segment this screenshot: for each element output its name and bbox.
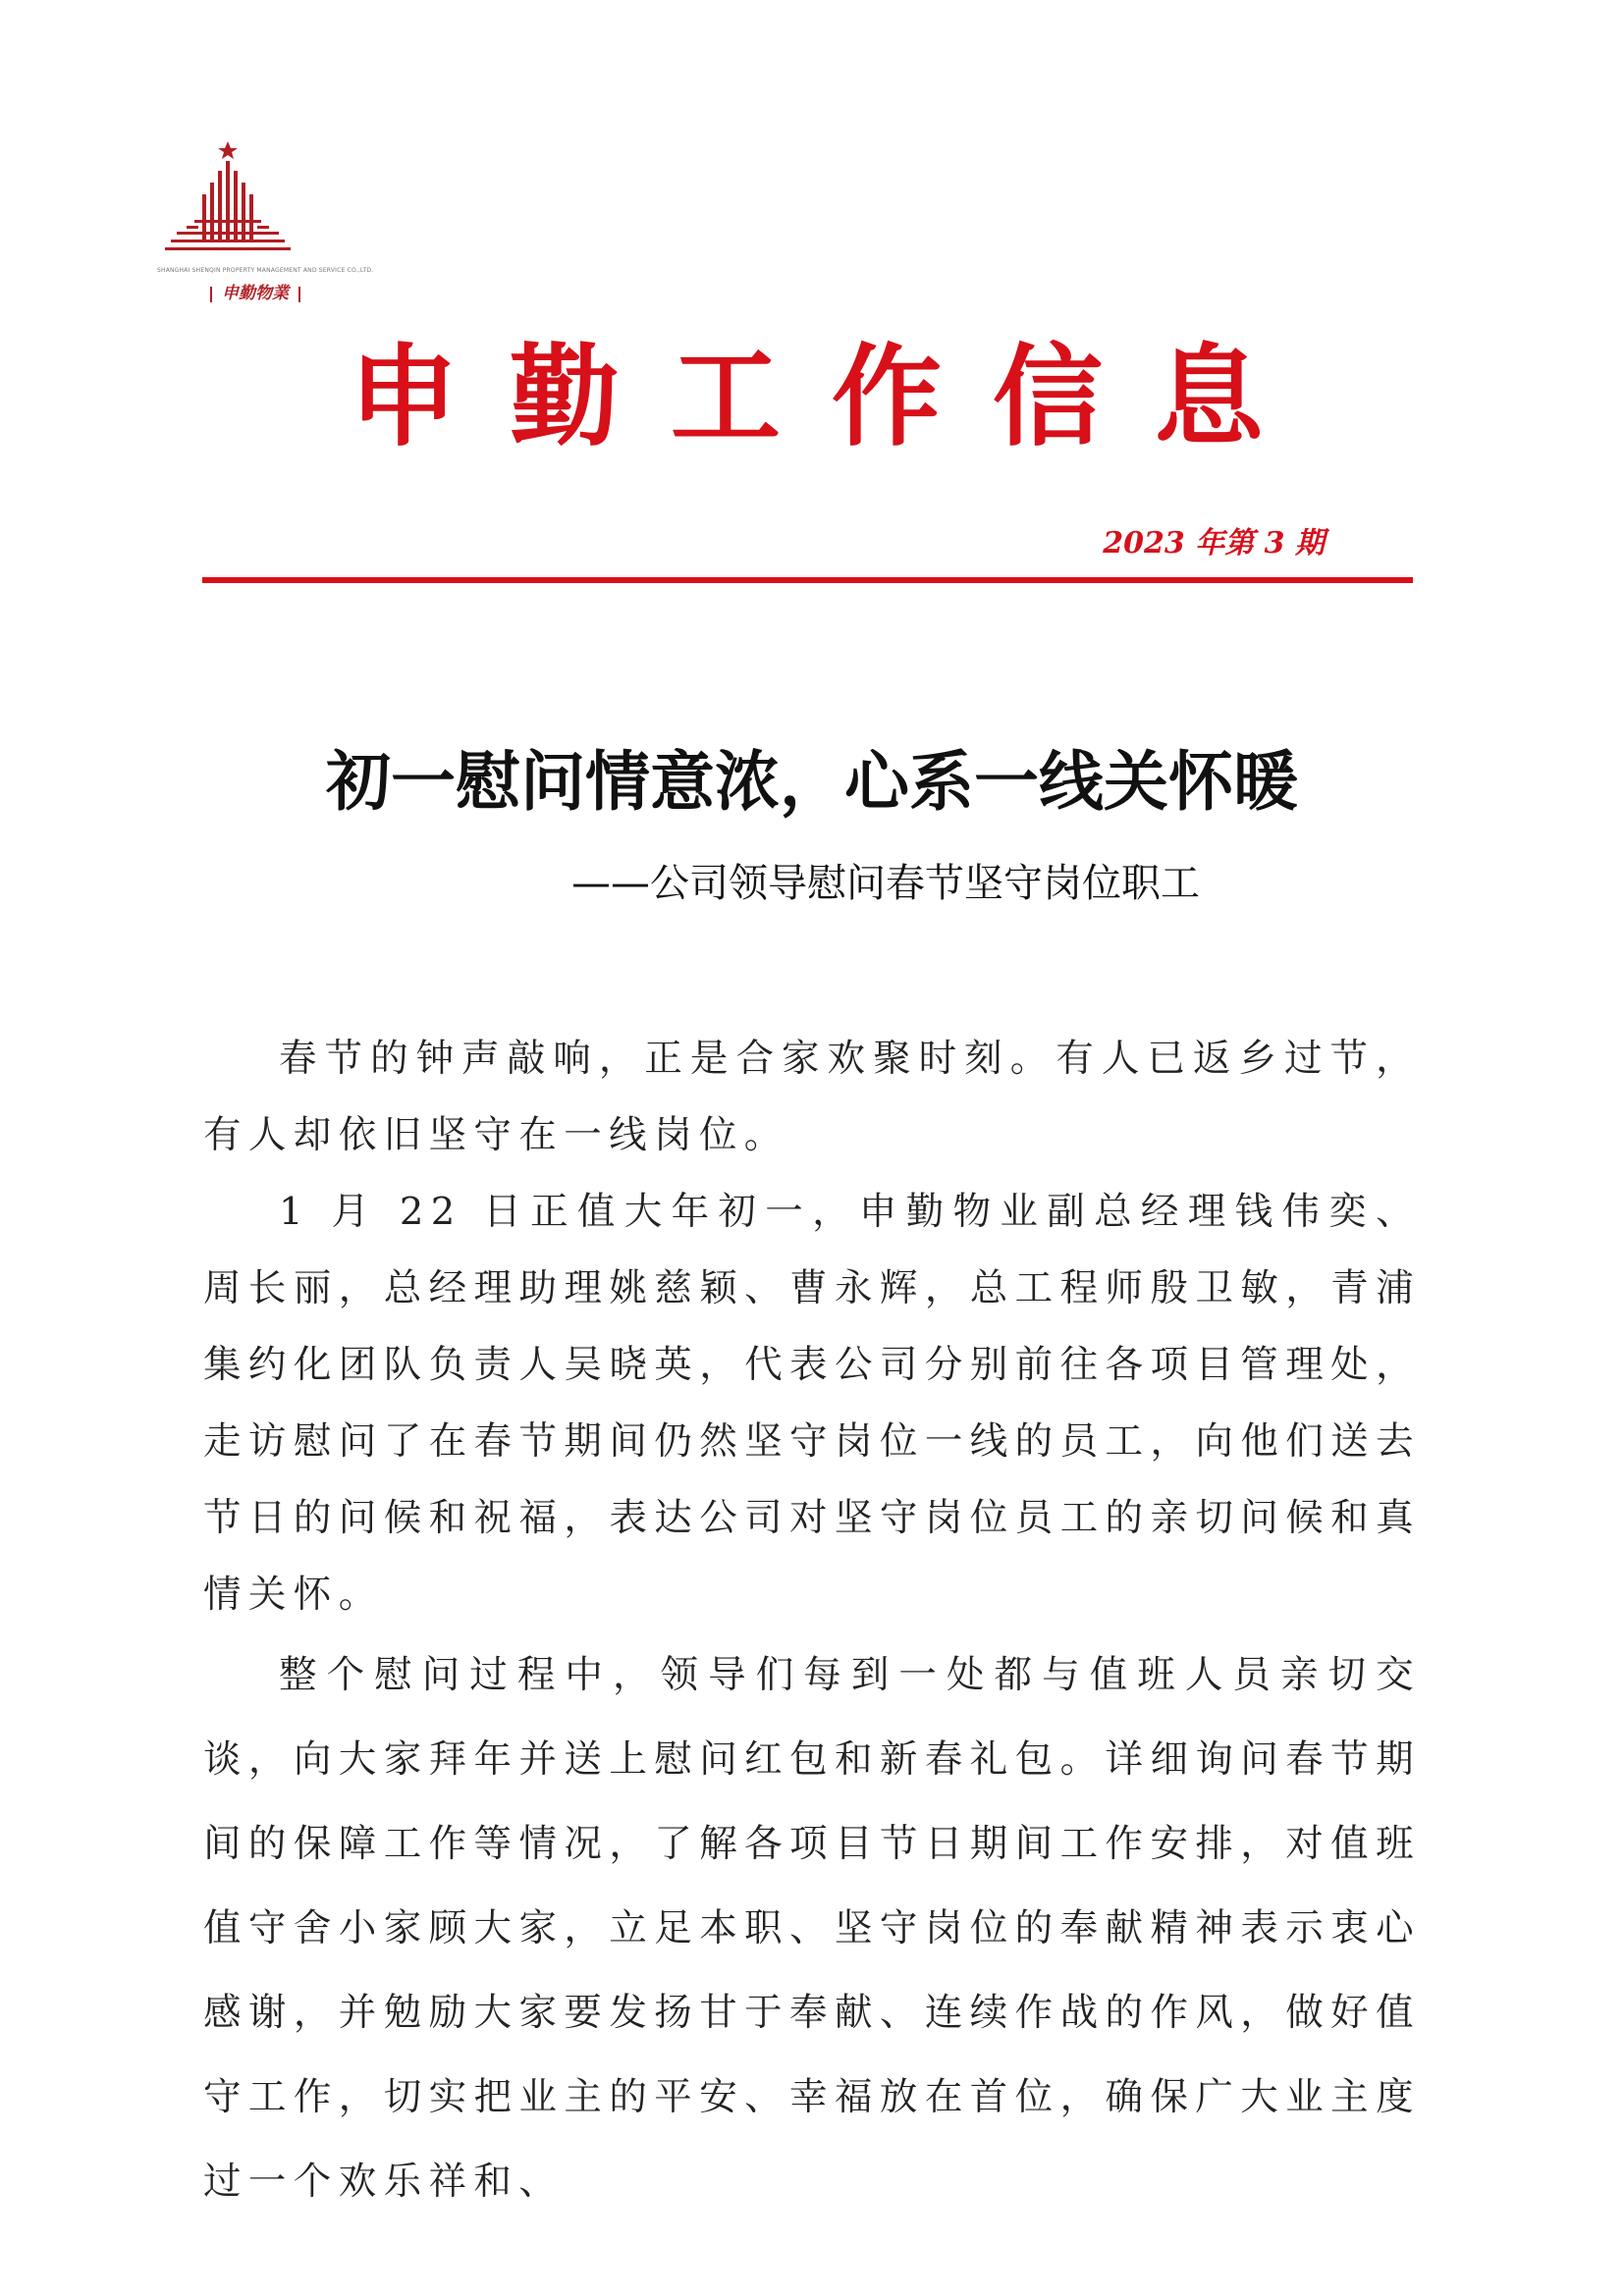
company-chinese-name-text: 申勤物業 (222, 284, 289, 303)
paragraph: 整个慰问过程中，领导们每到一处都与值班人员亲切交谈，向大家拜年并送上慰问红包和新春礼包。详细询问春节期间的保障工作等情况，了解各项目节日期间工作安排，对值班值守舍小家顾大家，立足本职、坚守岗位的奉献精神表示衷心感谢，并勉励大家要发扬甘于奉献、连续作战的作风，做好值守工作，切实把业主的平安、幸福放在首位，确保广大业主度过一个欢乐祥和、 (203, 1653, 1421, 2204)
building-logo-icon (157, 137, 353, 265)
paragraph: 1 月 22 日正值大年初一，申勤物业副总经理钱伟奕、周长丽，总经理助理姚慈颖、曹永辉，总工程师殷卫敏，青浦集约化团队负责人吴晓英，代表公司分别前往各项目管理处，走访慰问了在春节期间仍然坚守岗位一线的员工，向他们送去节日的问候和祝福，表达公司对坚守岗位员工的亲切问候和真情关怀。 (203, 1190, 1421, 1617)
issue-number: 2023 年第 3 期 (1103, 526, 1325, 561)
article-body (203, 1021, 1421, 2224)
company-chinese-name (157, 279, 353, 303)
paragraph: 春节的钟声敲响，正是合家欢聚时刻。有人已返乡过节，有人却依旧坚守在一线岗位。 (203, 1037, 1421, 1157)
article-subheadline: ——公司领导慰问春节坚守岗位职工 (571, 861, 1200, 906)
article-headline: 初一慰问情意浓，心系一线关怀暖 (326, 744, 1298, 820)
company-english-name: SHANGHAI SHENQIN PROPERTY MANAGEMENT AND SERVICE CO.,LTD. (157, 267, 374, 274)
masthead-divider (202, 577, 1413, 583)
masthead-title: 申勤工作信息 (349, 334, 1315, 461)
